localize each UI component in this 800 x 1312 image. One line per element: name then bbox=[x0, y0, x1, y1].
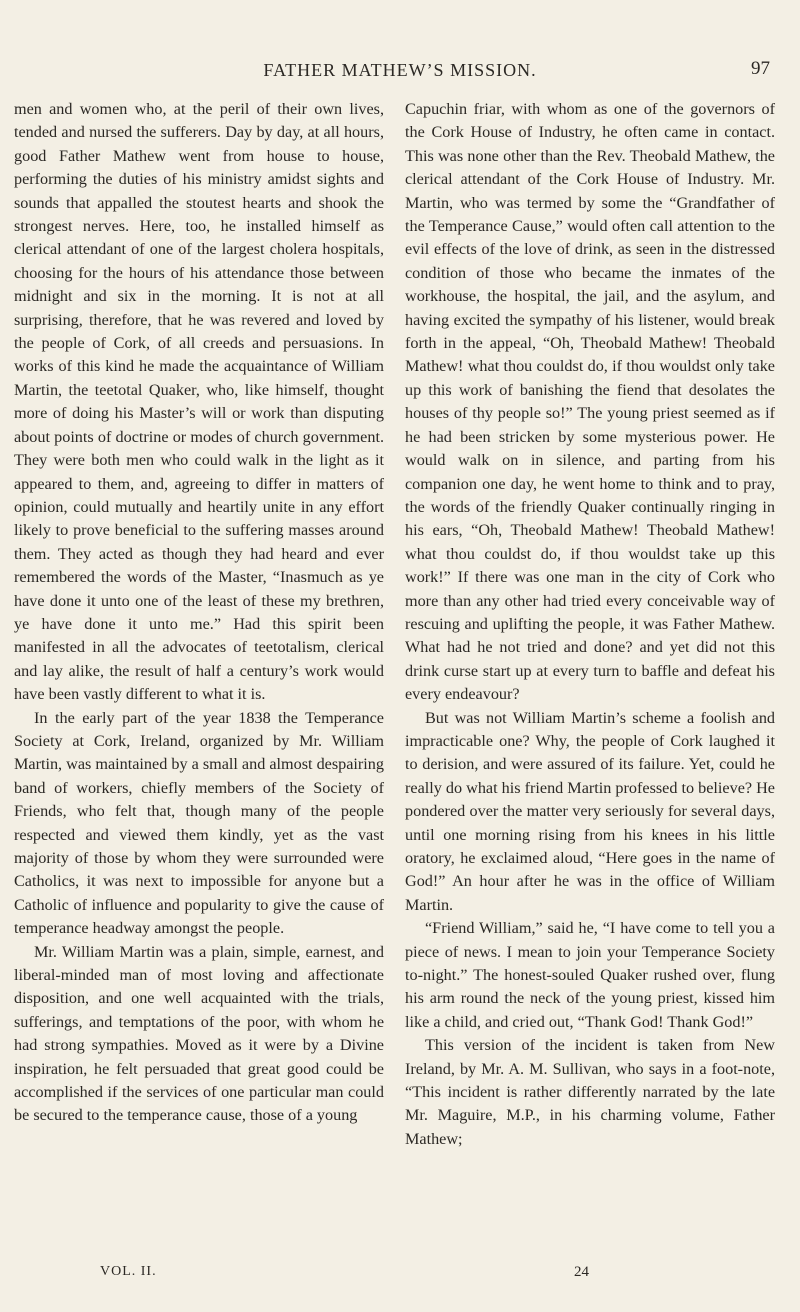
page-header bbox=[0, 56, 800, 86]
paragraph: This version of the incident is taken from New Ireland, by Mr. A. M. Sullivan, who says in a foot-note, “This incident is rather differently narrated by the late Mr. Maguire, M.P., in his charming volume, Father Mathew; bbox=[405, 1036, 775, 1148]
running-title: FATHER MATHEW’S MISSION. bbox=[263, 60, 537, 80]
paragraph: But was not William Martin’s scheme a foolish and impracticable one? Why, the people of Cork laughed it to derision, and were assured of its failure. Yet, could he really do what his friend Martin professed to believe? He pondered over the matter very seriously for several days, until one morning rising from his knees in his little oratory, he exclaimed aloud, “Here goes in the name of God!” An hour after he was in the office of William Martin. bbox=[405, 708, 775, 914]
paragraph: Mr. William Martin was a plain, simple, earnest, and liberal-minded man of most loving and affectionate disposition, and one well acquainted with the trials, sufferings, and temptations of the poor, with whom he had strong sympathies. Moved as it were by a Divine inspiration, he felt persuaded that great good could be accomplished if the services of one particular man could be secured to the temperance cause, those of a young bbox=[14, 942, 384, 1125]
volume-mark: VOL. II. bbox=[100, 1264, 157, 1279]
paragraph: “Friend William,” said he, “I have come to tell you a piece of news. I mean to join your Temperance Society to-night.” The honest-souled Quaker rushed over, flung his arm round the neck of the young priest, kissed him like a child, and cried out, “Thank God! Thank God!” bbox=[405, 919, 775, 1031]
page-number: 97 bbox=[751, 58, 770, 79]
paragraph: men and women who, at the peril of their own lives, tended and nursed the sufferers. Day by day, at all hours, good Father Mathew went from house to house, performing the duties of his ministry amidst sights and sounds that appalled the stoutest hearts and shook the strongest nerves. Here, too, he installed himself as clerical attendant of one of the largest cholera hospitals, choosing for the hours of his attendance those between midnight and six in the morning. It is not at all surprising, therefore, that he was revered and loved by the people of Cork, of all creeds and persuasions. In works of this kind he made the acquaintance of William Martin, the teetotal Quaker, who, like himself, thought more of doing his Master’s will or work than disputing about points of doctrine or modes of church government. They were both men who could walk in the light as it appeared to them, and, agreeing to differ in matters of opinion, could mutually and heartily unite in any effort likely to prove beneficial to the suffering masses around them. They acted as though they had heard and ever remembered the words of the Master, “Inasmuch as ye have done it unto one of the least of these my brethren, ye have done it unto me.” Had this spirit been manifested in all the advocates of teetotalism, clerical and lay alike, the result of half a century’s work would have been vastly different to what it is. bbox=[14, 100, 384, 704]
paragraph: In the early part of the year 1838 the Temperance Society at Cork, Ireland, organized by Mr. William Martin, was maintained by a small and almost despairing band of workers, chiefly members of the Society of Friends, who felt that, though many of the people respected and viewed them kindly, yet as the vast majority of those by whom they were surrounded were Catholics, it was next to impossible for anyone but a Catholic of influence and popularity to give the cause of temperance headway amongst the people. bbox=[14, 708, 384, 938]
right-column bbox=[405, 98, 775, 1151]
paragraph: Capuchin friar, with whom as one of the governors of the Cork House of Industry, he often came in contact. This was none other than the Rev. Theobald Mathew, the clerical attendant of the Cork House of Industry. Mr. Martin, who was termed by some the “Grandfather of the Temperance Cause,” would often call attention to the evil effects of the love of drink, as seen in the distressed condition of those who became the inmates of the workhouse, the hospital, the jail, and the asylum, and having excited the sympathy of his listener, would break forth in the appeal, “Oh, Theobald Mathew! Theobald Mathew! what thou couldst do, if thou wouldst only take up this work of banishing the fiend that desolates the houses of thy people so!” The young priest seemed as if he had been stricken by some mysterious power. He would walk on in silence, and parting from his companion one day, he went home to think and to pray, the words of the friendly Quaker continually ringing in his ears, “Oh, Theobald Mathew! Theobald Mathew! what thou couldst do, if thou wouldst take up this work!” If there was one man in the city of Cork who more than any other had tried every conceivable way of rescuing and uplifting the people, it was Father Mathew. What had he not tried and done? and yet did not this drink curse start up at every turn to baffle and defeat his every endeavour? bbox=[405, 100, 775, 704]
left-column bbox=[14, 98, 384, 1128]
signature-mark: 24 bbox=[574, 1264, 589, 1280]
